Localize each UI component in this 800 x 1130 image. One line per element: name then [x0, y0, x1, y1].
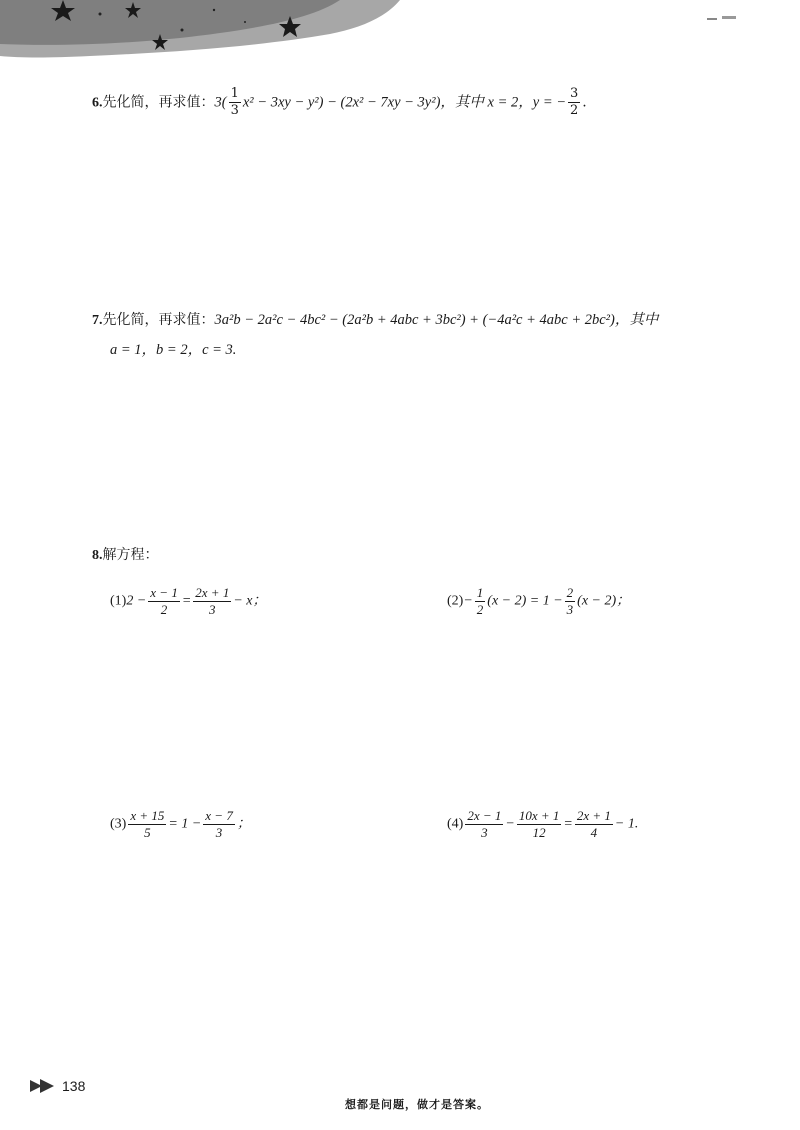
expression-part: 2 − [126, 593, 147, 609]
header-banner [0, 0, 800, 70]
fraction-denominator: 2 [476, 602, 484, 617]
expression-part: (x − 2) = 1 − [487, 593, 563, 609]
expression-tail: ； [236, 816, 251, 832]
expression-part: − [463, 593, 473, 609]
sub-label: (2) [447, 593, 464, 609]
question-number: 6. [92, 95, 103, 111]
expression-tail: − 1. [614, 816, 639, 832]
question-number: 7. [92, 313, 103, 328]
fraction-denominator: 2 [160, 602, 168, 617]
question-prompt: 解方程： [102, 547, 159, 563]
equation-1 [110, 585, 267, 618]
expression-line-1: 3a²b − 2a²c − 4bc² − (2a²b + 4abc + 3bc²) + (−4a²c + 4abc + 2bc²)，其中 [214, 312, 659, 328]
fraction-numerator: x − 7 [205, 808, 233, 823]
equation-4 [447, 808, 638, 841]
question-6 [92, 86, 587, 119]
equation-2 [447, 585, 630, 618]
expression-tail: (x − 2)； [577, 593, 631, 609]
question-prompt: 先化简，再求值： [102, 312, 215, 328]
expression-tail: − x； [233, 593, 267, 609]
fraction [128, 808, 166, 841]
question-7-condition [110, 340, 236, 360]
fraction-denominator: 3 [566, 602, 574, 617]
expression-end: . [582, 94, 587, 111]
equation-3 [110, 808, 251, 841]
expression-part: 3( [214, 94, 227, 111]
fraction-numerator: 2x + 1 [576, 808, 611, 823]
expression-line-2: a = 1，b = 2，c = 3. [110, 342, 237, 358]
fraction [475, 585, 486, 618]
question-8 [92, 545, 159, 566]
minus-sign: − [505, 816, 515, 832]
fraction-numerator: 2x − 1 [467, 808, 502, 823]
fraction [575, 808, 613, 841]
fraction-numerator: 2 [566, 585, 574, 600]
expression-part: = 1 − [168, 816, 202, 832]
fraction [229, 86, 241, 119]
fraction-denominator: 4 [590, 825, 598, 840]
fraction-numerator: x + 15 [130, 808, 165, 823]
fraction-numerator: 10x + 1 [518, 808, 560, 823]
question-7 [92, 310, 658, 331]
fraction [565, 585, 576, 618]
sub-label: (3) [110, 816, 127, 832]
fraction-numerator: x − 1 [150, 585, 178, 600]
fraction [465, 808, 503, 841]
expression-part: x² − 3xy − y²) − (2x² − 7xy − 3y²)，其中 x = 2，y = − [242, 94, 567, 111]
fraction [203, 808, 235, 841]
fraction [517, 808, 562, 841]
fraction-denominator: 5 [144, 825, 151, 840]
footer-motto: 想都是问题，做才是答案。 [345, 1098, 489, 1111]
question-number: 8. [92, 548, 103, 563]
double-arrow-icon [30, 1078, 62, 1094]
equals-sign: = [181, 593, 192, 609]
fraction-denominator: 3 [481, 825, 488, 840]
page-number: 138 [62, 1078, 86, 1094]
fraction [568, 86, 580, 119]
fraction-numerator: 2x + 1 [195, 585, 230, 600]
fraction-numerator: 1 [476, 585, 484, 600]
fraction-denominator: 3 [209, 602, 216, 617]
sub-label: (4) [447, 816, 464, 832]
question-prompt: 先化简，再求值： [102, 94, 215, 111]
fraction [148, 585, 180, 618]
equals-sign: = [563, 816, 573, 832]
sub-label: (1) [110, 593, 127, 609]
fraction-denominator: 2 [570, 103, 579, 118]
fraction [193, 585, 231, 618]
fraction-numerator: 1 [230, 86, 239, 101]
fraction-numerator: 3 [570, 86, 579, 101]
fraction-denominator: 3 [215, 825, 223, 840]
fraction-denominator: 12 [532, 825, 546, 840]
fraction-denominator: 3 [230, 103, 239, 118]
